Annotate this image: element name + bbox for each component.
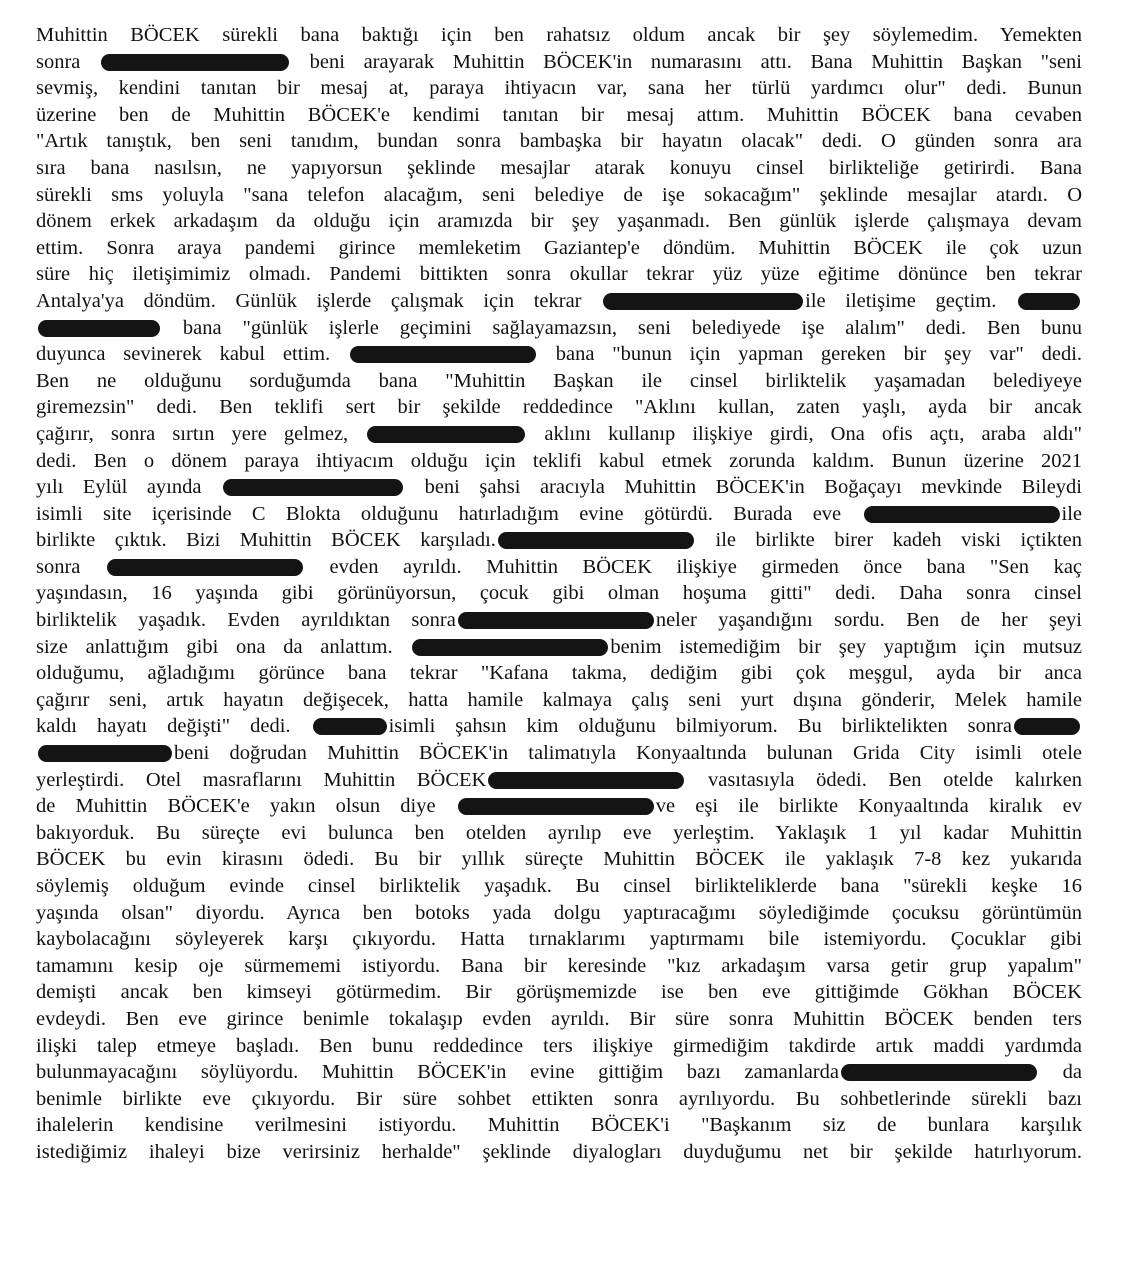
text-segment: bulunmayacağını söylüyordu. Muhittin BÖCEK'in evine gittiğim bazı zamanlarda bbox=[36, 1061, 839, 1084]
text-line bbox=[36, 580, 1082, 607]
text-segment: tamamını kesip oje sürmememi istiyordu. Bana bir keresinde "kız arkadaşım varsa getir grup yapalım" bbox=[36, 954, 1082, 977]
text-line bbox=[36, 501, 1082, 528]
text-line bbox=[36, 953, 1082, 980]
text-line bbox=[36, 740, 1082, 767]
text-segment: yaşında olsan" diyordu. Ayrıca ben botoks yada dolgu yaptıracağımı söylediğimde çocuksu görüntümün bbox=[36, 901, 1082, 924]
redaction-bar bbox=[1014, 718, 1080, 735]
text-line bbox=[36, 1112, 1082, 1139]
redaction-bar bbox=[498, 532, 694, 549]
text-line bbox=[36, 75, 1082, 102]
text-line bbox=[36, 182, 1082, 209]
text-line bbox=[36, 341, 1082, 368]
text-line bbox=[36, 474, 1082, 501]
redaction-bar bbox=[367, 426, 525, 443]
text-segment: beni arayarak Muhittin BÖCEK'in numarasını attı. Bana Muhittin Başkan "seni bbox=[309, 50, 1082, 73]
text-segment: süre hiç iletişimimiz olmadı. Pandemi bittikten sonra okullar tekrar yüz yüze eğitime dönünce ben tekrar bbox=[36, 263, 1082, 286]
text-line bbox=[36, 102, 1082, 129]
text-segment: benimle birlikte eve çıkıyordu. Bir süre sohbet ettikten sonra ayrılıyordu. Bu sohbetlerinde sürekli bazı bbox=[36, 1087, 1082, 1110]
text-segment: Muhittin BÖCEK sürekli bana baktığı için ben rahatsız oldum ancak bir şey söylemedim. Yemekten bbox=[36, 24, 1082, 46]
text-line bbox=[36, 288, 1082, 315]
text-line bbox=[36, 1086, 1082, 1113]
text-segment: sevmiş, kendini tanıtan bir mesaj at, paraya ihtiyacın var, sana her türlü yardımcı olur" dedi. Bunun bbox=[36, 77, 1082, 100]
text-segment: Ben ne olduğunu sorduğumda bana "Muhittin Başkan ile cinsel birliktelik yaşamadan belediyeye bbox=[36, 369, 1082, 392]
text-line bbox=[36, 208, 1082, 235]
text-segment: BÖCEK bu evin kirasını ödedi. Bu bir yıllık süreçte Muhittin BÖCEK ile yaklaşık 7-8 kez yukarıda bbox=[36, 848, 1082, 871]
text-line bbox=[36, 421, 1082, 448]
text-segment: birlikte çıktık. Bizi Muhittin BÖCEK karşıladı. bbox=[36, 529, 496, 552]
text-segment: ile iletişime geçtim. bbox=[805, 289, 997, 312]
redaction-bar bbox=[864, 506, 1060, 523]
text-line bbox=[36, 22, 1082, 49]
text-segment: yaşındasın, 16 yaşında gibi görünüyorsun, çocuk gibi olman hoşuma gitti" dedi. Daha sonra cinsel bbox=[36, 582, 1082, 605]
text-line bbox=[36, 979, 1082, 1006]
text-segment: ile bbox=[1061, 502, 1083, 525]
redaction-bar bbox=[38, 745, 172, 762]
text-segment: neler yaşandığını sordu. Ben de her şeyi bbox=[655, 609, 1082, 632]
redaction-bar bbox=[101, 54, 289, 71]
text-line bbox=[36, 527, 1082, 554]
redaction-bar bbox=[412, 639, 608, 656]
text-line bbox=[36, 1059, 1082, 1086]
text-segment: Antalya'ya döndüm. Günlük işlerde çalışmak için tekrar bbox=[36, 289, 582, 312]
text-segment: yerleştirdi. Otel masraflarını Muhittin BÖCEK bbox=[36, 768, 487, 791]
text-segment: ve eşi ile birlikte Konyaaltında kiralık ev bbox=[655, 795, 1082, 818]
text-segment: "Artık tanıştık, ben seni tanıdım, bundan sonra bambaşka bir hayatın olacak" dedi. O günden sonra ara bbox=[36, 130, 1082, 153]
text-segment: olduğumu, ağladığımı görünce bana tekrar "Kafana takma, dediğim gibi çok meşgul, ayda bir anca bbox=[36, 662, 1082, 685]
redaction-bar bbox=[1018, 293, 1080, 310]
text-line bbox=[36, 846, 1082, 873]
text-segment: bana "günlük işlerle geçimini sağlayamazsın, seni belediyede işe alalım" dedi. Ben bunu bbox=[182, 316, 1082, 339]
text-line bbox=[36, 49, 1082, 76]
text-segment: beni doğrudan Muhittin BÖCEK'in talimatıyla Konyaaltında bulunan Grida City isimli otele bbox=[174, 742, 1082, 765]
text-segment: de Muhittin BÖCEK'e yakın olsun diye bbox=[36, 795, 436, 818]
redaction-bar bbox=[603, 293, 803, 310]
text-segment: sonra bbox=[36, 555, 81, 578]
text-segment: evden ayrıldı. Muhittin BÖCEK ilişkiye girmeden önce bana "Sen kaç bbox=[329, 555, 1083, 578]
text-segment: demişti ancak ben kimseyi götürmedim. Bir görüşmemizde ise ben eve gittiğimde Gökhan BÖCEK bbox=[36, 981, 1082, 1004]
text-segment: bana "bunun için yapman gereken bir şey var" dedi. bbox=[555, 343, 1083, 366]
text-line bbox=[36, 1139, 1082, 1166]
text-segment: benim istemediğim bir şey yaptığım için mutsuz bbox=[610, 635, 1083, 658]
redaction-bar bbox=[223, 479, 403, 496]
text-line bbox=[36, 926, 1082, 953]
text-line bbox=[36, 873, 1082, 900]
text-segment: ile birlikte birer kadeh viski içtikten bbox=[715, 529, 1082, 552]
text-segment: ihalelerin kendisine verilmesini istiyordu. Muhittin BÖCEK'i "Başkanım siz de bunlara karşılık bbox=[36, 1114, 1082, 1137]
text-segment: dönem erkek arkadaşım da olduğu için aramızda bir şey yaşanmadı. Ben günlük işlerde çalışmaya devam bbox=[36, 210, 1082, 233]
text-segment: ettim. Sonra araya pandemi girince memleketim Gaziantep'e döndüm. Muhittin BÖCEK ile çok uzun bbox=[36, 236, 1082, 259]
text-segment: çağırır seni, artık hayatın değişecek, hatta hamile kalmaya çalış seni yurt dışına gönderir, Melek hamile bbox=[36, 688, 1082, 711]
text-line bbox=[36, 900, 1082, 927]
redaction-bar bbox=[38, 320, 160, 337]
text-segment: evdeydi. Ben eve girince benimle tokalaşıp evden ayrıldı. Bir süre sonra Muhittin BÖCEK benden ters bbox=[36, 1007, 1082, 1030]
text-line bbox=[36, 368, 1082, 395]
text-line bbox=[36, 1006, 1082, 1033]
text-segment: kaybolacağını söyleyerek karşı çıkıyordu. Hatta tırnaklarımı yaptırmamı bile istemiyordu. Çocuklar gibi bbox=[36, 928, 1082, 951]
text-line bbox=[36, 394, 1082, 421]
text-line bbox=[36, 820, 1082, 847]
text-segment: beni şahsi aracıyla Muhittin BÖCEK'in Boğaçayı mevkinde Bileydi bbox=[424, 476, 1083, 499]
text-segment: dedi. Ben o dönem paraya ihtiyacım olduğu için teklifi kabul etmek zorunda kaldım. Bunun üzerine 2021 bbox=[36, 449, 1082, 472]
text-segment: vasıtasıyla ödedi. Ben otelde kalırken bbox=[707, 768, 1082, 791]
redaction-bar bbox=[841, 1064, 1037, 1081]
redaction-bar bbox=[313, 718, 387, 735]
redaction-bar bbox=[458, 798, 654, 815]
text-segment: bakıyorduk. Bu süreçte evi bulunca ben otelden ayrılıp eve yerleştim. Yaklaşık 1 yıl kadar Muhittin bbox=[36, 821, 1082, 844]
text-line bbox=[36, 448, 1082, 475]
text-segment: birliktelik yaşadık. Evden ayrıldıktan sonra bbox=[36, 609, 456, 632]
text-line bbox=[36, 554, 1082, 581]
text-segment: duyunca sevinerek kabul ettim. bbox=[36, 343, 331, 366]
text-segment: sürekli sms yoluyla "sana telefon alacağım, seni belediye de işe sokacağım" şeklinde mesajlar atardı. O bbox=[36, 183, 1082, 206]
text-line bbox=[36, 261, 1082, 288]
document-page bbox=[36, 22, 1082, 1166]
text-line bbox=[36, 155, 1082, 182]
text-segment: söylemiş olduğum evinde cinsel birliktelik yaşadık. Bu cinsel birlikteliklerde bana "sürekli keşke 16 bbox=[36, 875, 1082, 897]
text-segment: giremezsin" dedi. Ben teklifi sert bir şekilde reddedince "Aklını kullan, zaten yaşlı, ayda bir ancak bbox=[36, 396, 1082, 419]
redaction-bar bbox=[107, 559, 303, 576]
text-segment: yılı Eylül ayında bbox=[36, 476, 202, 499]
text-line bbox=[36, 315, 1082, 342]
text-line bbox=[36, 235, 1082, 262]
text-line bbox=[36, 1033, 1082, 1060]
text-line bbox=[36, 660, 1082, 687]
text-segment: çağırır, sonra sırtın yere gelmez, bbox=[36, 422, 349, 445]
text-segment: üzerine ben de Muhittin BÖCEK'e kendimi tanıtan bir mesaj attım. Muhittin BÖCEK bana cevaben bbox=[36, 103, 1082, 126]
text-segment: size anlattığım gibi ona da anlattım. bbox=[36, 635, 393, 658]
text-line bbox=[36, 634, 1082, 661]
text-line bbox=[36, 607, 1082, 634]
text-segment: isimli şahsın kim olduğunu bilmiyorum. Bu birliktelikten sonra bbox=[388, 715, 1013, 738]
text-line bbox=[36, 767, 1082, 794]
text-segment: ilişki talep etmeye başladı. Ben bunu reddedince ters ilişkiye girmediğim takdirde artık maddi yardımda bbox=[36, 1034, 1082, 1057]
text-segment: da bbox=[1062, 1061, 1083, 1084]
text-segment: sonra bbox=[36, 50, 81, 73]
text-line bbox=[36, 687, 1082, 714]
redaction-bar bbox=[488, 772, 684, 789]
text-segment: isimli site içerisinde C Blokta olduğunu hatırladığım evine götürdü. Burada eve bbox=[36, 502, 842, 525]
text-segment: aklını kullanıp ilişkiye girdi, Ona ofis açtı, araba aldı" bbox=[544, 422, 1083, 445]
text-segment: istediğimiz ihaleyi bize verirsiniz herhalde" şeklinde diyalogları duyduğumu net bir şekilde hatırlıyorum. bbox=[36, 1140, 1082, 1163]
redaction-bar bbox=[350, 346, 536, 363]
text-segment: kaldı hayatı değişti" dedi. bbox=[36, 715, 291, 738]
text-line bbox=[36, 713, 1082, 740]
text-line bbox=[36, 793, 1082, 820]
text-line bbox=[36, 128, 1082, 155]
text-segment: sıra bana nasılsın, ne yapıyorsun şeklinde mesajlar atarak konuyu cinsel birlikteliğe getirirdi. Bana bbox=[36, 156, 1082, 179]
redaction-bar bbox=[458, 612, 654, 629]
